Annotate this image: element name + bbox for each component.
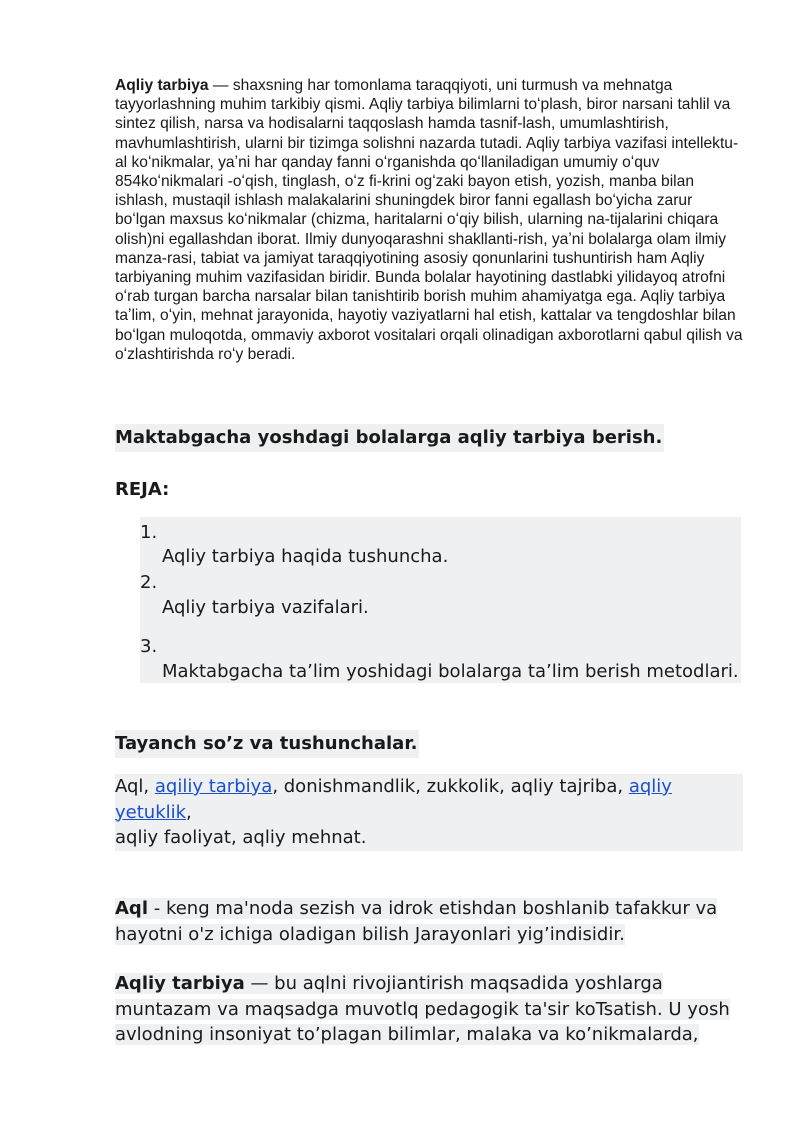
- definition-aql-line2: hayotni o'z ichiga oladigan bilish Jarayonlari yig’indisidir.: [115, 923, 625, 945]
- keywords-text-2: , donishmandlik, zukkolik, aqliy tajriba,: [272, 776, 629, 797]
- link-aqiliy-tarbiya[interactable]: aqiliy tarbiya: [154, 776, 273, 797]
- plan-item-2-text: Aqliy tarbiya vazifalari.: [162, 597, 369, 618]
- keywords-text-4: aqliy faoliyat, aqliy mehnat.: [115, 827, 367, 848]
- definition-aqliy-tarbiya-line2: muntazam va maqsadga muvotlq pedagogik ta'sir koTsatish. U yosh: [115, 998, 730, 1020]
- intro-paragraph: [115, 76, 745, 364]
- definition-aqliy-tarbiya: [115, 971, 730, 1048]
- plan-item-1-number: 1.: [140, 522, 158, 543]
- definition-aqliy-tarbiya-term: Aqliy tarbiya: [115, 973, 245, 994]
- intro-term: Aqliy tarbiya: [115, 77, 209, 94]
- intro-section: [115, 76, 745, 364]
- plan-item-3-number: 3.: [140, 636, 158, 657]
- keywords-paragraph: [115, 774, 743, 851]
- definition-aql-line1: - keng ma'noda sezish va idrok etishdan boshlanib tafakkur va: [148, 898, 718, 919]
- plan-list: [140, 517, 741, 683]
- link-aqliy-yetuklik[interactable]: aqliy yetuklik: [115, 776, 672, 823]
- intro-text: — shaxsning har tomonlama taraqqiyoti, uni turmush va mehnatga tayyorlashning muhim tarkibiy qismi. Aqliy tarbiya bilimlarni toʻplash, biror narsani tahlil va sintez qilish, narsa va hodisalarni taqqoslash hamda tasnif-lash, umumlashtirish, mavhumlashtirish, ularni bir tizimga solishni nazarda tutadi. Aqliy tarbiya vazifasi intellektu-al koʻnikmalar, yaʼni har qanday fanni oʻrganishda qoʻllaniladigan umumiy oʻquv 854koʻnikmalari -oʻqish, tinglash, oʻz fi-krini ogʻzaki bayon etish, yozish, manba bilan ishlash, mustaqil ishlash malakalarini shuningdek biror fanni egallash boʻyicha zarur boʻlgan maxsus koʻnikmalar (chizma, haritalarni oʻqiy bilish, ularning na-tijalarini chiqara olish)ni egallashdan iborat. Ilmiy dunyoqarashni shakllanti-rish, yaʼni bolalarga olam ilmiy manza-rasi, tabiat va jamiyat taraqqiyotining asosiy qonunlarini tushuntirish ham Aqliy tarbiyaning muhim vazifasidan biridir. Bunda bolalar hayotining dastlabki yilidayoq atrofni oʻrab turgan barcha narsalar bilan tanishtirib borish muhim ahamiyatga ega. Aqliy tarbiya taʼlim, oʻyin, mehnat jarayonida, hayotiy vaziyatlarni hal etish, kattalar va tengdoshlar bilan boʻlgan muloqotda, ommaviy axborot vositalari orqali olinadigan axborotlarni qabul qilish va oʻzlashtirishda roʻy beradi.: [115, 77, 743, 363]
- definition-aqliy-tarbiya-line1: — bu aqlni rivojiantirish maqsadida yoshlarga: [244, 973, 663, 994]
- plan-item-1-text: Aqliy tarbiya haqida tushuncha.: [162, 546, 449, 567]
- section-heading: Maktabgacha yoshdagi bolalarga aqliy tarbiya berish.: [115, 424, 664, 452]
- keywords-text-3: ,: [186, 801, 192, 823]
- definition-aqliy-tarbiya-line3: avlodning insoniyat to’plagan bilimlar, malaka va ko’nikmalarda,: [115, 1024, 699, 1045]
- plan-item-3-text: Maktabgacha ta’lim yoshidagi bolalarga ta’lim berish metodlari.: [162, 661, 739, 682]
- keywords-heading: Tayanch so’z va tushunchalar.: [115, 730, 419, 758]
- keywords-text-1: Aql,: [115, 776, 155, 797]
- definition-aql-term: Aql: [115, 898, 148, 919]
- reja-label: REJA:: [115, 479, 170, 500]
- plan-item-2-number: 2.: [140, 572, 158, 593]
- definition-aql: [115, 896, 717, 947]
